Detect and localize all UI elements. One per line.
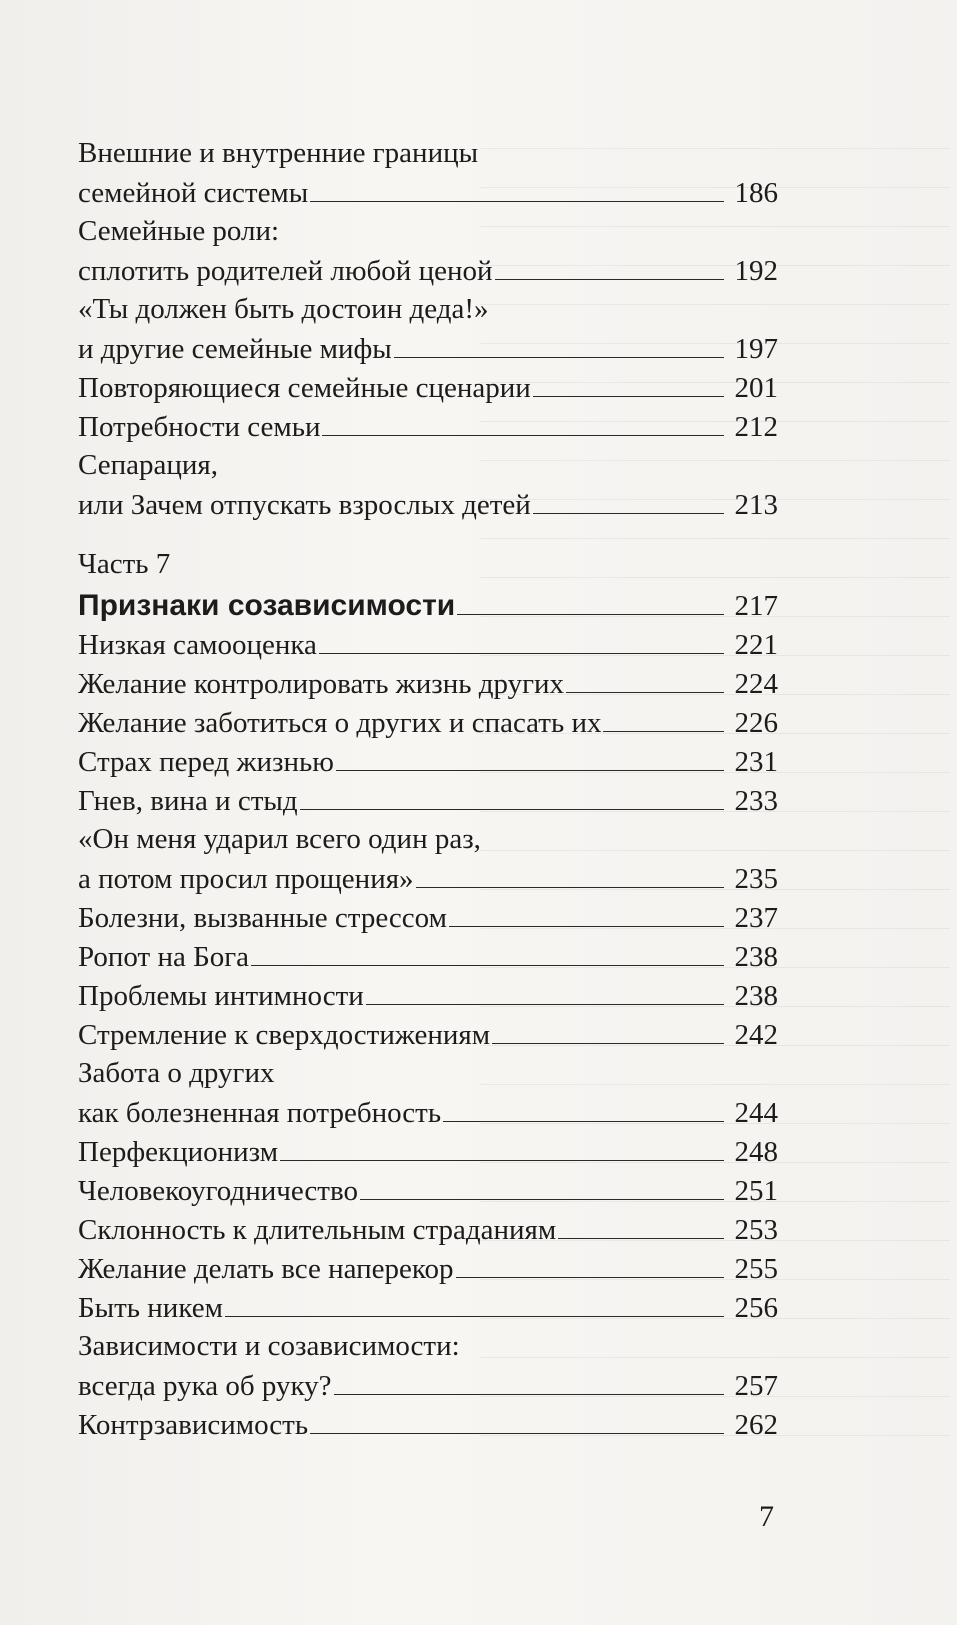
toc-entry-last-line	[78, 485, 778, 524]
toc-entry[interactable]	[78, 1210, 778, 1249]
toc-entry[interactable]	[78, 1405, 778, 1444]
entry-title: а потом просил прощения»	[78, 863, 414, 895]
toc-entry-last-line	[78, 1093, 778, 1132]
toc-entry-last-line	[78, 1249, 778, 1288]
dot-leader	[366, 976, 724, 1005]
page-ref: 224	[734, 668, 778, 700]
entry-title: «Ты должен быть достоин деда!»	[78, 293, 489, 325]
entry-title: Человекоугодничество	[78, 1175, 358, 1207]
toc-entry-last-line	[78, 173, 778, 212]
toc-entry-last-line	[78, 742, 778, 781]
dot-leader	[334, 1366, 724, 1395]
toc-entry-last-line	[78, 976, 778, 1015]
dot-leader	[280, 1132, 724, 1161]
page-ref: 197	[734, 333, 778, 365]
page-ref: 226	[734, 707, 778, 739]
page-ref: 212	[734, 411, 778, 443]
toc-entry-last-line	[78, 898, 778, 937]
dot-leader	[300, 781, 724, 810]
part-title-row[interactable]	[78, 586, 778, 625]
page-ref: 233	[734, 785, 778, 817]
entry-title: Зависимости и созависимости:	[78, 1330, 460, 1362]
dot-leader	[336, 742, 724, 771]
toc-entry-last-line	[78, 1366, 778, 1405]
toc-entry-last-line	[78, 664, 778, 703]
toc-entry-last-line	[78, 625, 778, 664]
toc-entry-last-line	[78, 1015, 778, 1054]
entry-title: сплотить родителей любой ценой	[78, 255, 493, 287]
toc-entry-last-line	[78, 368, 778, 407]
entry-title: Семейные роли:	[78, 215, 280, 247]
toc-entry[interactable]	[78, 290, 778, 368]
entry-title: всегда рука об руку?	[78, 1370, 332, 1402]
toc-entry-line	[78, 212, 778, 251]
toc-entry[interactable]	[78, 898, 778, 937]
entry-title: «Он меня ударил всего один раз,	[78, 823, 481, 855]
page-ref: 217	[734, 590, 778, 622]
page-ref: 242	[734, 1019, 778, 1051]
dot-leader	[443, 1093, 724, 1122]
toc-entry-last-line	[78, 1171, 778, 1210]
entry-title: Стремление к сверхдостижениям	[78, 1019, 491, 1051]
toc-entry-last-line	[78, 329, 778, 368]
entry-title: Забота о других	[78, 1057, 275, 1089]
entry-title: Внешние и внутренние границы	[78, 137, 479, 169]
toc-entry-line	[78, 446, 778, 485]
toc-entry[interactable]	[78, 820, 778, 898]
toc-entry-last-line	[78, 1210, 778, 1249]
toc-entry[interactable]	[78, 1054, 778, 1132]
part-label: Часть 7	[78, 548, 171, 580]
toc-entry[interactable]	[78, 976, 778, 1015]
entry-title: Потребности семьи	[78, 411, 321, 443]
toc-entry[interactable]	[78, 368, 778, 407]
dot-leader	[456, 1249, 724, 1278]
entry-title: Склонность к длительным страданиям	[78, 1214, 557, 1246]
toc-entry-line	[78, 290, 778, 329]
toc-entry[interactable]	[78, 446, 778, 524]
toc-entry-last-line	[78, 1405, 778, 1444]
page-ref: 186	[734, 177, 778, 209]
entry-title: Гнев, вина и стыд	[78, 785, 298, 817]
dot-leader	[319, 625, 724, 654]
entry-title: Быть никем	[78, 1292, 223, 1324]
page-ref: 255	[734, 1253, 778, 1285]
page-ref: 192	[734, 255, 778, 287]
entry-title: Желание делать все наперекор	[78, 1253, 454, 1285]
toc-entry[interactable]	[78, 703, 778, 742]
entry-title: Желание заботиться о других и спасать их	[78, 707, 602, 739]
page-ref: 251	[734, 1175, 778, 1207]
page-ref: 257	[734, 1370, 778, 1402]
entry-title: и другие семейные мифы	[78, 333, 392, 365]
dot-leader	[558, 1210, 724, 1239]
toc-entry[interactable]	[78, 664, 778, 703]
toc-entry-last-line	[78, 1288, 778, 1327]
toc-entry[interactable]	[78, 781, 778, 820]
dot-leader	[492, 1015, 724, 1044]
toc-entry-last-line	[78, 937, 778, 976]
page-ref: 213	[734, 489, 778, 521]
toc-entry[interactable]	[78, 1288, 778, 1327]
dot-leader	[416, 859, 724, 888]
toc-entry[interactable]	[78, 742, 778, 781]
page-ref: 238	[734, 980, 778, 1012]
page-ref: 221	[734, 629, 778, 661]
entry-title: семейной системы	[78, 177, 309, 209]
page-ref: 253	[734, 1214, 778, 1246]
page-ref: 237	[734, 902, 778, 934]
entry-title: Проблемы интимности	[78, 980, 364, 1012]
dot-leader	[566, 664, 724, 693]
dot-leader	[457, 586, 724, 615]
page-number: 7	[759, 1500, 774, 1533]
dot-leader	[251, 937, 724, 966]
entry-title: Желание контролировать жизнь других	[78, 668, 565, 700]
toc-entry[interactable]	[78, 1327, 778, 1405]
page-ref: 201	[734, 372, 778, 404]
dot-leader	[495, 251, 724, 280]
toc-entry[interactable]	[78, 1171, 778, 1210]
dot-leader	[394, 329, 724, 358]
toc-entry-last-line	[78, 859, 778, 898]
part-title: Признаки созависимости	[78, 589, 456, 622]
page-ref: 256	[734, 1292, 778, 1324]
toc-entry-last-line	[78, 407, 778, 446]
dot-leader	[310, 1405, 724, 1434]
toc-entries-top	[78, 134, 778, 524]
toc-entry-line	[78, 820, 778, 859]
dot-leader	[310, 173, 724, 202]
entry-title: Ропот на Бога	[78, 941, 250, 973]
toc-entry[interactable]	[78, 407, 778, 446]
entry-title: Страх перед жизнью	[78, 746, 334, 778]
dot-leader	[603, 703, 724, 732]
entry-title: Сепарация,	[78, 449, 218, 481]
entry-title: Болезни, вызванные стрессом	[78, 902, 447, 934]
entry-title: Перфекционизм	[78, 1136, 279, 1168]
toc-entry-line	[78, 134, 778, 173]
entry-title: Низкая самооценка	[78, 629, 317, 661]
table-of-contents	[78, 134, 778, 1444]
toc-entry[interactable]	[78, 625, 778, 664]
page-ref: 262	[734, 1409, 778, 1441]
dot-leader	[533, 368, 724, 397]
toc-entry[interactable]	[78, 212, 778, 290]
dot-leader	[533, 485, 724, 514]
page-ref: 238	[734, 941, 778, 973]
toc-entry[interactable]	[78, 937, 778, 976]
toc-entry-line	[78, 1054, 778, 1093]
entry-title: Повторяющиеся семейные сценарии	[78, 372, 531, 404]
entry-title: как болезненная потребность	[78, 1097, 442, 1129]
toc-entry[interactable]	[78, 134, 778, 212]
toc-entry-line	[78, 1327, 778, 1366]
toc-entry-last-line	[78, 1132, 778, 1171]
entry-title: или Зачем отпускать взрослых детей	[78, 489, 531, 521]
dot-leader	[449, 898, 724, 927]
toc-entry[interactable]	[78, 1132, 778, 1171]
toc-entry[interactable]	[78, 1015, 778, 1054]
entry-title: Контрзависимость	[78, 1409, 309, 1441]
toc-entry-last-line	[78, 703, 778, 742]
page-ref: 248	[734, 1136, 778, 1168]
dot-leader	[360, 1171, 724, 1200]
page-ref: 235	[734, 863, 778, 895]
dot-leader	[225, 1288, 724, 1317]
toc-entry-last-line	[78, 251, 778, 290]
dot-leader	[322, 407, 724, 436]
toc-entry-last-line	[78, 781, 778, 820]
page-ref: 244	[734, 1097, 778, 1129]
toc-entries-bottom	[78, 625, 778, 1444]
page-ref: 231	[734, 746, 778, 778]
toc-entry[interactable]	[78, 1249, 778, 1288]
